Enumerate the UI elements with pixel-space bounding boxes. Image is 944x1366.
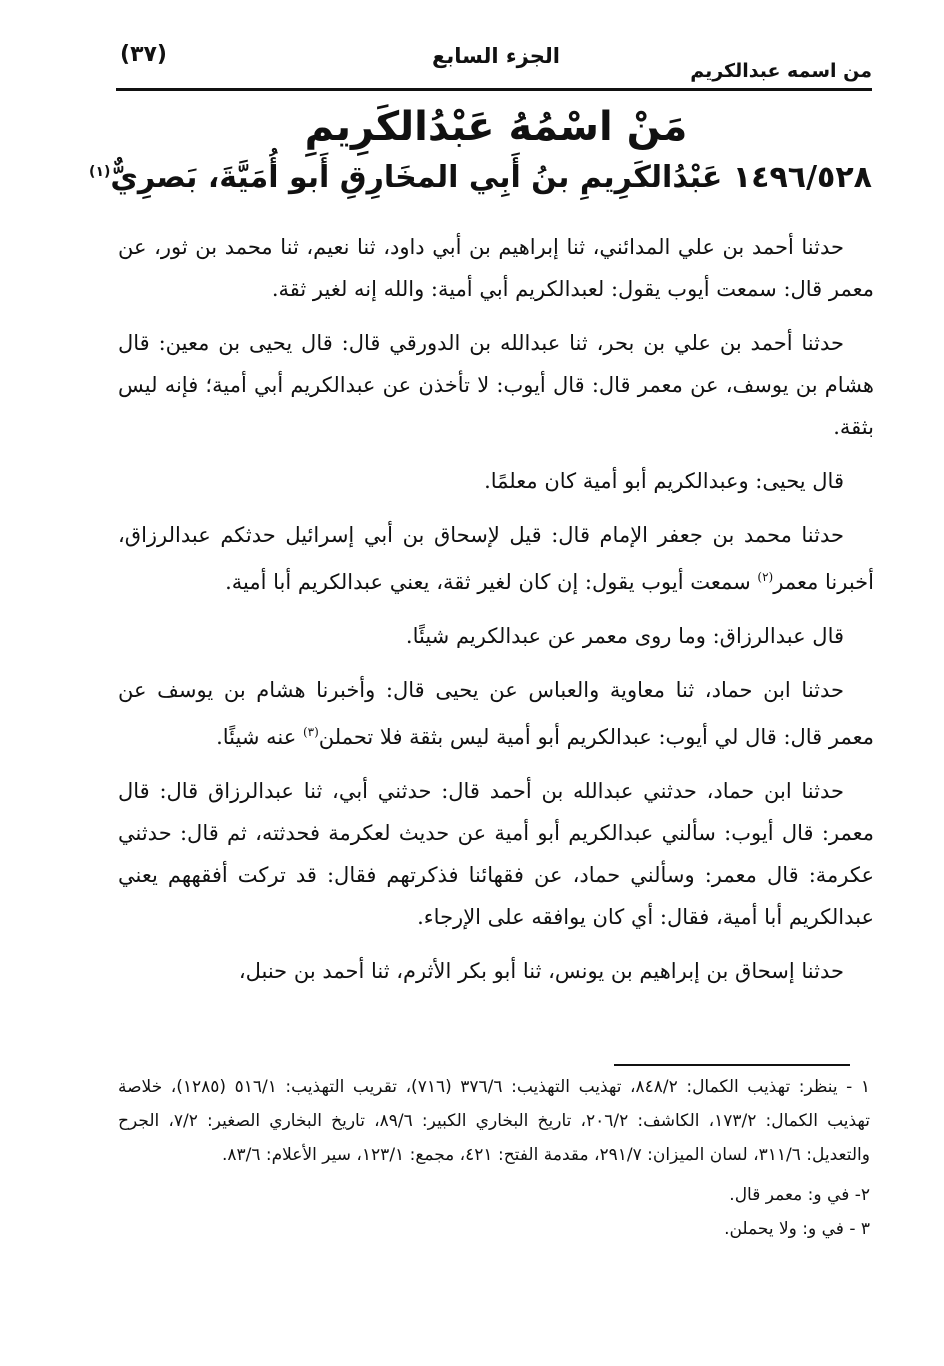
main-text xyxy=(118,226,874,1004)
footnote-ref: (٣) xyxy=(302,725,319,739)
paragraph-text: عنه شيئًا. xyxy=(216,725,303,749)
paragraph: حدثنا أحمد بن علي المدائني، ثنا إبراهيم بن أبي داود، ثنا نعيم، ثنا محمد بن ثور، عن معمر قال: سمعت أيوب يقول: لعبدالكريم أبي أمية: والله إنه لغير ثقة. xyxy=(118,235,874,301)
footnote-ref: (١) xyxy=(89,164,111,180)
volume-label: الجزء السابع xyxy=(432,44,560,68)
header-divider xyxy=(116,88,872,91)
footnotes xyxy=(118,1070,870,1246)
page-header xyxy=(120,40,872,86)
paragraph-text: حدثنا محمد بن جعفر الإمام قال: قيل لإسحاق بن أبي إسرائيل حدثكم عبدالرزاق، أخبرنا معمر xyxy=(118,523,874,594)
paragraph: قال يحيى: وعبدالكريم أبو أمية كان معلمًا. xyxy=(484,469,844,493)
chapter-title: مَنْ اسْمُهُ عَبْدُالكَرِيمِ xyxy=(304,104,688,150)
footnote-divider xyxy=(614,1064,850,1066)
running-title: من اسمه عبدالكريم xyxy=(690,60,872,82)
entry-heading xyxy=(89,160,872,195)
footnote-ref: (٢) xyxy=(757,570,774,584)
footnote: ١ - ينظر: تهذيب الكمال: ٨٤٨/٢، تهذيب التهذيب: ٣٧٦/٦ (٧١٦)، تقريب التهذيب: ٥١٦/١ (١٢٨٥)، خلاصة تهذيب الكمال: ١٧٣/٢، الكاشف: ٢٠٦/٢، تاريخ البخاري الكبير: ٨٩/٦، تاريخ البخاري الصغير: ٧/٢، الجرح والتعديل: ٣١١/٦، لسان الميزان: ٢٩١/٧، مقدمة الفتح: ٤٢١، مجمع: ١٢٣/١، سير الأعلام: ٨٣/٦. xyxy=(118,1077,870,1165)
paragraph: حدثنا ابن حماد، حدثني عبدالله بن أحمد قال: حدثني أبي، ثنا عبدالرزاق قال: قال معمر: قال أيوب: سألني عبدالكريم أبو أمية عن حديث لعكرمة فحدثته، ثم قال: حدثني عكرمة: قال معمر: وسألني حماد، عن فقهائنا فذكرتهم فقال: قد تركت أفقههم يعني عبدالكريم أبا أمية، فقال: أي كان يوافقه على الإرجاء. xyxy=(118,779,874,929)
paragraph: حدثنا أحمد بن علي بن بحر، ثنا عبدالله بن الدورقي قال: قال يحيى بن معين: قال هشام بن يوسف، عن معمر قال: قال أيوب: لا تأخذن عن عبدالكريم أبي أمية؛ فإنه ليس بثقة. xyxy=(118,331,874,439)
footnote: ٣ - في و: ولا يحملن. xyxy=(724,1219,870,1239)
paragraph-text: سمعت أيوب يقول: إن كان لغير ثقة، يعني عبدالكريم أبا أمية. xyxy=(225,570,758,594)
paragraph: حدثنا إسحاق بن إبراهيم بن يونس، ثنا أبو بكر الأثرم، ثنا أحمد بن حنبل، xyxy=(238,959,844,983)
entry-heading-text: ١٤٩٦/٥٢٨ عَبْدُالكَرِيمِ بنُ أَبِي المخَارِقِ أَبو أُمَيَّةَ، بَصرِيٌّ xyxy=(110,160,872,195)
paragraph xyxy=(118,669,874,758)
paragraph: قال عبدالرزاق: وما روى معمر عن عبدالكريم شيئًا. xyxy=(405,624,844,648)
page-number: (٣٧) xyxy=(120,42,167,67)
paragraph-text: حدثنا ابن حماد، ثنا معاوية والعباس عن يحيى قال: وأخبرنا هشام بن يوسف عن معمر قال: قال لي أيوب: عبدالكريم أبو أمية ليس بثقة فلا تحملن xyxy=(118,678,874,749)
paragraph xyxy=(118,514,874,603)
footnote: ٢- في و: معمر قال. xyxy=(729,1185,870,1205)
